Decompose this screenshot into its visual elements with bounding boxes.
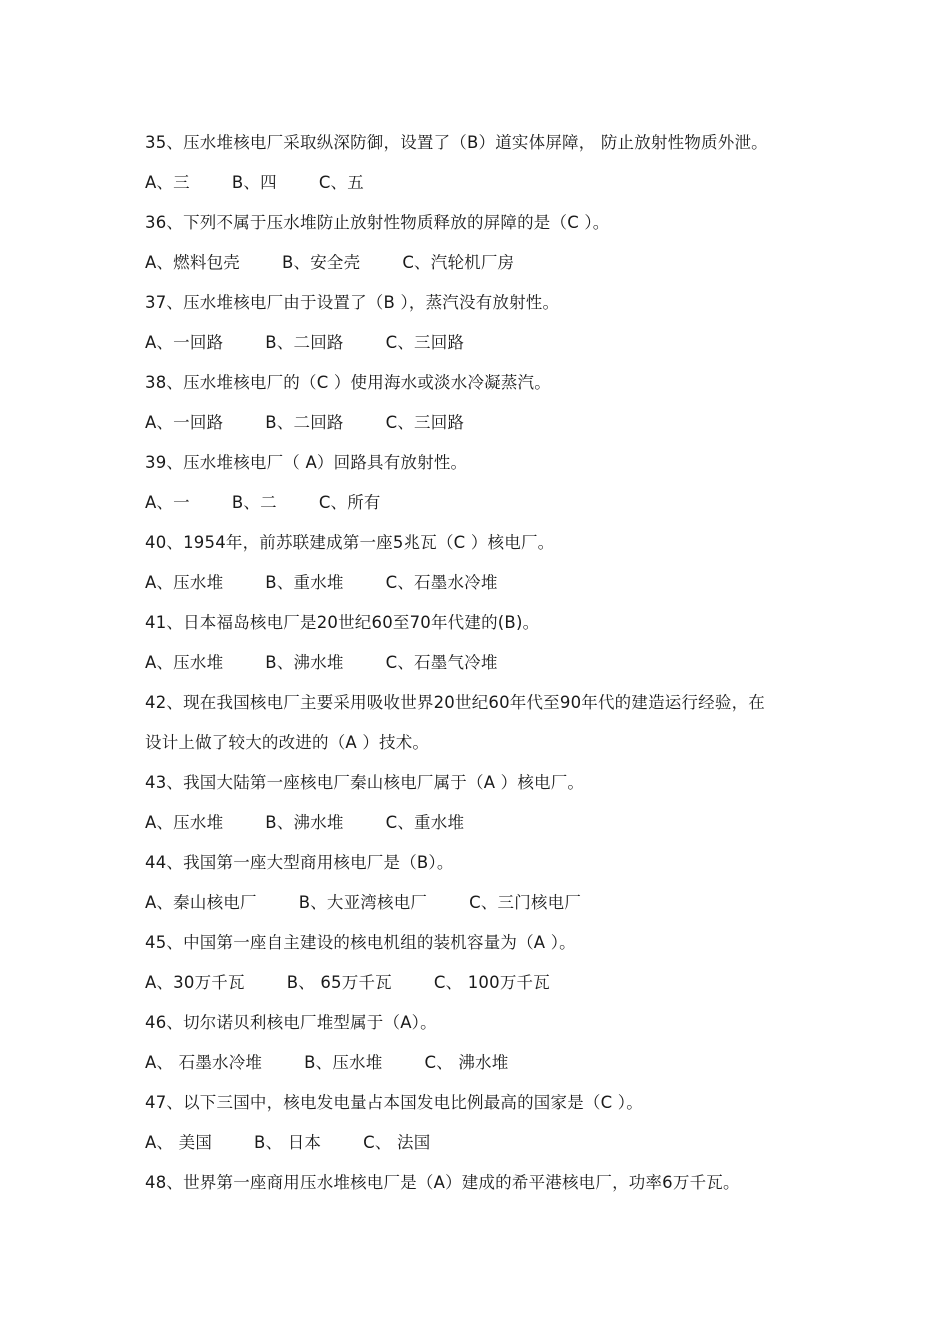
answer-option: B、压水堆 (304, 1053, 383, 1072)
answer-option: B、沸水堆 (265, 813, 344, 832)
answer-option: C、 100万千瓦 (433, 973, 550, 992)
answer-option: B、大亚湾核电厂 (298, 893, 428, 912)
answer-options (145, 1050, 845, 1090)
answer-option: B、沸水堆 (265, 653, 344, 672)
answer-option: A、三 (145, 173, 190, 192)
question-text: 47、以下三国中，核电发电量占本国发电比例最高的国家是（C ）。 (145, 1093, 643, 1112)
answer-option: B、二回路 (265, 333, 344, 352)
answer-option: B、 日本 (254, 1133, 322, 1152)
answer-option: C、汽轮机厂房 (402, 253, 515, 272)
answer-option: B、二 (231, 493, 277, 512)
answer-option: A、压水堆 (145, 653, 224, 672)
answer-option: A、秦山核电厂 (145, 893, 257, 912)
question-text: 35、压水堆核电厂采取纵深防御，设置了（B）道实体屏障， 防止放射性物质外泄。 (145, 133, 768, 152)
question-text: 48、世界第一座商用压水堆核电厂是（A）建成的希平港核电厂，功率6万千瓦。 (145, 1173, 740, 1192)
answer-options (145, 650, 845, 690)
answer-options (145, 330, 845, 370)
answer-options (145, 810, 845, 850)
question-list (145, 130, 845, 1210)
answer-option: C、三门核电厂 (469, 893, 582, 912)
answer-option: A、 石墨水冷堆 (145, 1053, 263, 1072)
answer-option: A、压水堆 (145, 573, 224, 592)
answer-option: A、燃料包壳 (145, 253, 240, 272)
answer-options (145, 490, 845, 530)
question-text: 44、我国第一座大型商用核电厂是（B）。 (145, 853, 454, 872)
answer-option: A、一回路 (145, 333, 224, 352)
answer-option: B、 65万千瓦 (286, 973, 392, 992)
answer-option: C、 法国 (363, 1133, 431, 1152)
answer-options (145, 410, 845, 450)
answer-option: A、一 (145, 493, 190, 512)
question-text: 40、1954年，前苏联建成第一座5兆瓦（C ）核电厂。 (145, 533, 555, 552)
answer-option: A、30万千瓦 (145, 973, 245, 992)
document-page (145, 130, 845, 1210)
answer-option: B、安全壳 (282, 253, 361, 272)
answer-option: C、重水堆 (385, 813, 465, 832)
answer-options (145, 250, 845, 290)
answer-option: A、一回路 (145, 413, 224, 432)
answer-option: C、石墨气冷堆 (385, 653, 498, 672)
answer-options (145, 970, 845, 1010)
question-text: 42、现在我国核电厂主要采用吸收世界20世纪60年代至90年代的建造运行经验，在 (145, 693, 765, 712)
question-text: 36、下列不属于压水堆防止放射性物质释放的屏障的是（C ）。 (145, 213, 610, 232)
answer-options (145, 170, 845, 210)
question-text: 43、我国大陆第一座核电厂秦山核电厂属于（A ）核电厂。 (145, 773, 585, 792)
answer-option: C、五 (318, 173, 364, 192)
question-text: 46、切尔诺贝利核电厂堆型属于（A）。 (145, 1013, 437, 1032)
answer-option: B、重水堆 (265, 573, 344, 592)
answer-option: C、 沸水堆 (424, 1053, 509, 1072)
question-text: 41、日本福岛核电厂是20世纪60至70年代建的(B)。 (145, 613, 540, 632)
question-text: 45、中国第一座自主建设的核电机组的装机容量为（A ）。 (145, 933, 576, 952)
answer-options (145, 570, 845, 610)
answer-option: A、 美国 (145, 1133, 213, 1152)
question-text: 39、压水堆核电厂（ A）回路具有放射性。 (145, 453, 468, 472)
answer-option: C、所有 (318, 493, 381, 512)
question-text: 38、压水堆核电厂的（C ）使用海水或淡水冷凝蒸汽。 (145, 373, 551, 392)
answer-options (145, 890, 845, 930)
answer-option: C、三回路 (385, 333, 465, 352)
question-text: 37、压水堆核电厂由于设置了（B ），蒸汽没有放射性。 (145, 293, 560, 312)
answer-option: B、二回路 (265, 413, 344, 432)
answer-option: B、四 (231, 173, 277, 192)
answer-options (145, 1130, 845, 1170)
answer-option: A、压水堆 (145, 813, 224, 832)
answer-option: C、石墨水冷堆 (385, 573, 498, 592)
question-text: 设计上做了较大的改进的（A ）技术。 (145, 733, 430, 752)
answer-option: C、三回路 (385, 413, 465, 432)
